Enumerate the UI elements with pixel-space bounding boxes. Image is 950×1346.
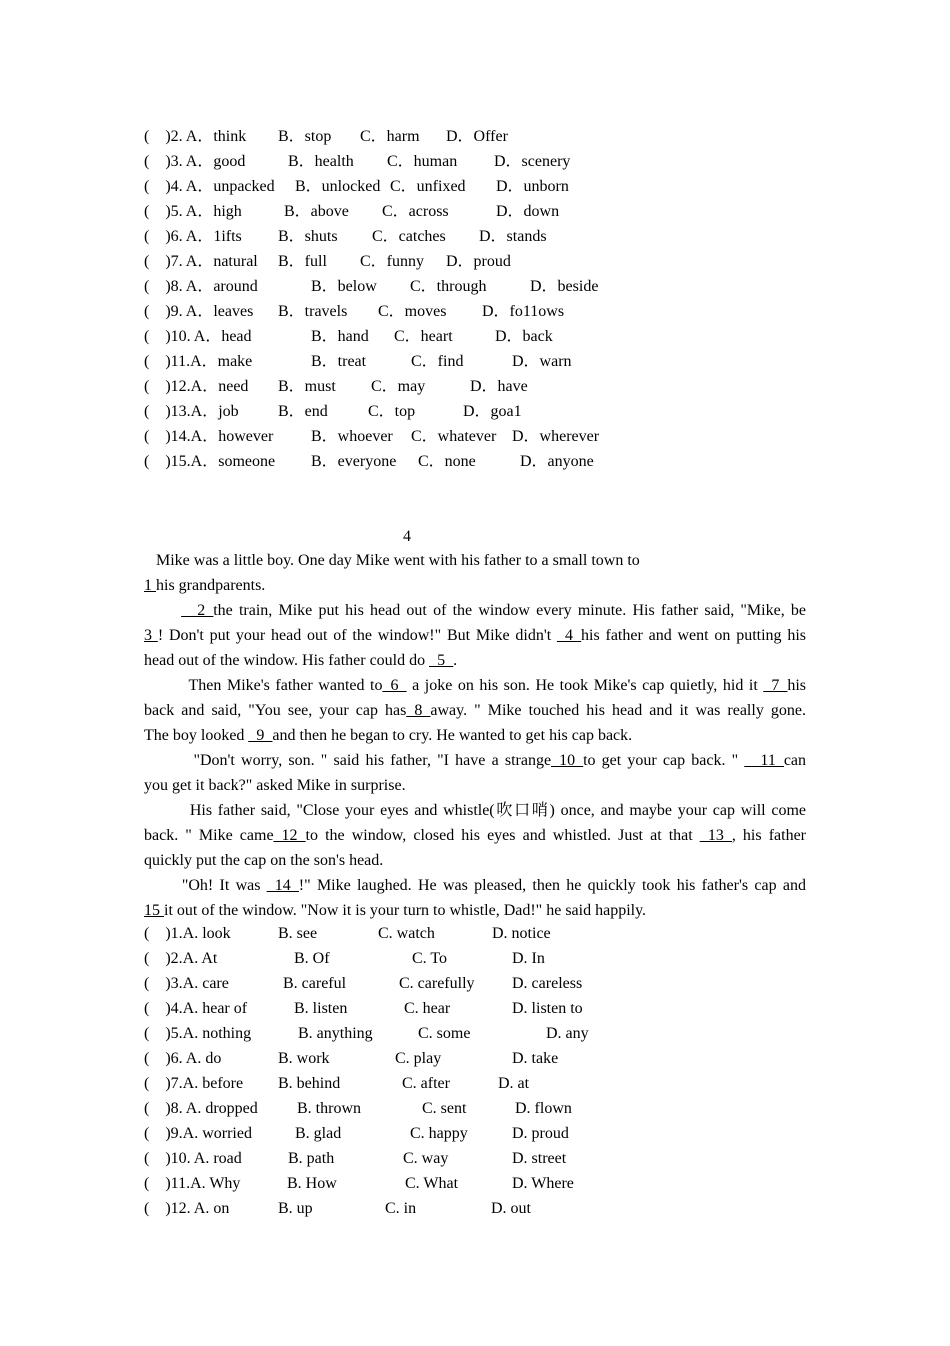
- question-option-b: B．end: [278, 403, 328, 420]
- blank-7: _7_: [763, 677, 788, 694]
- question-option-b: B．whoever: [311, 428, 393, 445]
- question-row: [144, 1096, 572, 1121]
- passage-line: Mike was a little boy. One day Mike went with his father to a small town to: [156, 552, 640, 569]
- question-option-b: B．above: [284, 203, 349, 220]
- passage-line: 1 his grandparents.: [144, 577, 266, 594]
- question-option-c: C．top: [368, 403, 416, 420]
- blank-4: _4_: [557, 627, 582, 644]
- question-option-c: C. What: [405, 1175, 459, 1192]
- question-row: [144, 299, 565, 324]
- blank-2: __2_: [181, 602, 214, 619]
- question-option-d: D. Where: [512, 1175, 574, 1192]
- question-option-c: C. way: [403, 1150, 449, 1167]
- question-row: [144, 249, 511, 274]
- blank-1: 1: [144, 577, 156, 594]
- question-row: [144, 946, 545, 971]
- question-option-b: B．unlocked: [295, 178, 381, 195]
- question-option-d: D. out: [491, 1200, 531, 1217]
- question-option-a: ( )10. A．head: [144, 328, 252, 345]
- question-option-d: D．stands: [479, 228, 547, 245]
- question-row: [144, 374, 528, 399]
- question-option-a: ( )9. A．leaves: [144, 303, 254, 320]
- question-option-d: D. listen to: [512, 1000, 583, 1017]
- blank-8: _8_: [406, 702, 431, 719]
- question-option-a: ( )4.A. hear of: [144, 1000, 248, 1017]
- passage-line: head out of the window. His father could do _5_.: [144, 652, 458, 669]
- question-row: [144, 349, 572, 374]
- blank-15: 15: [144, 902, 164, 919]
- question-option-a: ( )8. A. dropped: [144, 1100, 258, 1117]
- section-number: 4: [403, 528, 411, 545]
- question-option-b: B．treat: [311, 353, 367, 370]
- question-option-a: ( )12. A. on: [144, 1200, 230, 1217]
- question-row: [144, 1121, 569, 1146]
- question-option-a: ( )6. A．1ifts: [144, 228, 242, 245]
- question-option-a: ( )6. A. do: [144, 1050, 222, 1067]
- question-option-c: C. after: [402, 1075, 450, 1092]
- question-option-c: C. sent: [422, 1100, 467, 1117]
- question-option-b: B．everyone: [311, 453, 397, 470]
- question-option-d: D．back: [495, 328, 553, 345]
- question-option-b: B. careful: [283, 975, 347, 992]
- passage-line: quickly put the cap on the son's head.: [144, 852, 384, 869]
- passage-line: Then Mike's father wanted to_6_ a joke on his son. He took Mike's cap quietly, hid it _7_his: [188, 677, 807, 694]
- question-option-d: D．anyone: [520, 453, 594, 470]
- question-option-c: C．human: [387, 153, 458, 170]
- passage-line: you get it back?" asked Mike in surprise.: [144, 777, 406, 794]
- question-row: [144, 1071, 530, 1096]
- question-option-d: D．down: [496, 203, 560, 220]
- question-row: [144, 1146, 567, 1171]
- question-row: [144, 449, 594, 474]
- question-option-a: ( )8. A．around: [144, 278, 258, 295]
- question-option-b: B．hand: [311, 328, 369, 345]
- question-option-c: C. To: [412, 950, 448, 967]
- question-row: [144, 1021, 589, 1046]
- question-row: [144, 1171, 574, 1196]
- question-option-b: B．must: [278, 378, 336, 395]
- question-option-a: ( )11.A. Why: [144, 1175, 241, 1192]
- question-row: [144, 224, 547, 249]
- question-option-c: C. in: [385, 1200, 417, 1217]
- question-option-a: ( )5.A. nothing: [144, 1025, 252, 1042]
- question-option-c: C. hear: [404, 1000, 451, 1017]
- question-option-c: C. some: [418, 1025, 471, 1042]
- passage: [144, 548, 806, 923]
- question-option-a: ( )4. A．unpacked: [144, 178, 275, 195]
- question-option-d: D．wherever: [512, 428, 600, 445]
- question-option-a: ( )10. A. road: [144, 1150, 242, 1167]
- question-option-d: D. any: [546, 1025, 589, 1042]
- question-option-a: ( )7.A. before: [144, 1075, 244, 1092]
- question-option-d: D．proud: [446, 253, 511, 270]
- question-option-c: C．moves: [378, 303, 447, 320]
- question-option-c: C．across: [382, 203, 449, 220]
- question-option-c: C．through: [410, 278, 487, 295]
- passage-line: 3 ! Don't put your head out of the window!" But Mike didn't _4_his father and went on putting his: [144, 627, 807, 644]
- question-option-c: C．find: [411, 353, 464, 370]
- question-option-b: B．travels: [278, 303, 348, 320]
- blank-14: _14_: [266, 877, 299, 894]
- blank-11: __11_: [744, 752, 784, 769]
- question-option-a: ( )15.A．someone: [144, 453, 276, 470]
- question-option-a: ( )3. A．good: [144, 153, 246, 170]
- question-row: [144, 424, 600, 449]
- question-option-c: C. watch: [378, 925, 435, 942]
- question-option-c: C．catches: [372, 228, 446, 245]
- question-row: [144, 124, 508, 149]
- question-option-d: D. at: [498, 1075, 530, 1092]
- question-option-d: D．fo11ows: [482, 303, 565, 320]
- question-option-a: ( )7. A．natural: [144, 253, 258, 270]
- question-option-d: D. In: [512, 950, 545, 967]
- question-option-d: D．scenery: [494, 153, 571, 170]
- question-option-b: B. thrown: [297, 1100, 361, 1117]
- question-row: [144, 174, 569, 199]
- question-row: [144, 1046, 559, 1071]
- blank-12: _12_: [273, 827, 306, 844]
- passage-line: The boy looked _9_and then he began to cry. He wanted to get his cap back.: [144, 727, 633, 744]
- question-option-b: B．below: [311, 278, 377, 295]
- question-option-c: C．harm: [360, 128, 420, 145]
- question-option-a: ( )11.A．make: [144, 353, 253, 370]
- passage-line: "Don't worry, son. " said his father, "I have a strange_10_to get your cap back. " __11_can: [193, 752, 807, 769]
- question-option-a: ( )14.A．however: [144, 428, 274, 445]
- question-option-a: ( )1.A. look: [144, 925, 231, 942]
- question-option-a: ( )13.A．job: [144, 403, 239, 420]
- question-row: [144, 199, 560, 224]
- blank-5: _5_: [429, 652, 454, 669]
- question-option-d: D. take: [512, 1050, 559, 1067]
- question-row: [144, 971, 583, 996]
- question-row: [144, 996, 583, 1021]
- question-option-b: B．health: [288, 153, 354, 170]
- question-row: [144, 399, 522, 424]
- question-row: [144, 1196, 531, 1221]
- question-option-b: B. see: [278, 925, 318, 942]
- question-option-d: D. careless: [512, 975, 583, 992]
- question-option-c: C．funny: [360, 253, 425, 270]
- question-option-d: D．Offer: [446, 128, 508, 145]
- question-option-b: B. listen: [294, 1000, 348, 1017]
- blank-13: _13_: [699, 827, 732, 844]
- question-option-b: B. up: [278, 1200, 313, 1217]
- question-row: [144, 274, 599, 299]
- question-option-c: C．none: [418, 453, 476, 470]
- question-option-b: B. Of: [294, 950, 330, 967]
- question-option-b: B. path: [288, 1150, 335, 1167]
- question-option-d: D．warn: [512, 353, 572, 370]
- question-row: [144, 149, 571, 174]
- passage-line: His father said, "Close your eyes and whistle(吹口哨) once, and maybe your cap will come: [189, 802, 807, 819]
- question-option-d: D. street: [512, 1150, 567, 1167]
- question-option-a: ( )12.A．need: [144, 378, 249, 395]
- question-option-d: D. notice: [492, 925, 551, 942]
- question-option-d: D．goa1: [463, 403, 522, 420]
- question-option-d: D．beside: [530, 278, 599, 295]
- question-option-a: ( )3.A. care: [144, 975, 229, 992]
- question-option-b: B. anything: [298, 1025, 373, 1042]
- question-option-d: D．unborn: [496, 178, 569, 195]
- question-option-c: C．may: [371, 378, 426, 395]
- question-option-b: B．full: [278, 253, 327, 270]
- question-row: [144, 921, 551, 946]
- question-option-c: C．heart: [394, 328, 453, 345]
- question-option-c: C．unfixed: [390, 178, 466, 195]
- passage-line: 15 it out of the window. "Now it is your turn to whistle, Dad!" he said happily.: [144, 902, 647, 919]
- question-option-c: C．whatever: [411, 428, 497, 445]
- passage-line: "Oh! It was _14_!" Mike laughed. He was pleased, then he quickly took his father's cap and: [181, 877, 806, 894]
- question-option-c: C. play: [395, 1050, 442, 1067]
- passage-line: back. " Mike came_12_to the window, closed his eyes and whistled. Just at that _13_, his father: [144, 827, 806, 844]
- blank-6: _6_: [382, 677, 407, 694]
- blank-10: _10_: [551, 752, 584, 769]
- question-option-b: B. work: [278, 1050, 330, 1067]
- question-option-d: D．have: [470, 378, 528, 395]
- question-option-b: B. behind: [278, 1075, 341, 1092]
- question-option-b: B．shuts: [278, 228, 338, 245]
- question-option-a: ( )5. A．high: [144, 203, 242, 220]
- question-option-a: ( )9.A. worried: [144, 1125, 252, 1142]
- question-option-d: D. proud: [512, 1125, 569, 1142]
- blank-9: _9_: [248, 727, 273, 744]
- question-option-c: C. carefully: [399, 975, 475, 992]
- passage-line: back and said, "You see, your cap has_8_away. " Mike touched his head and it was really gone.: [144, 702, 806, 719]
- question-option-a: ( )2. A．think: [144, 128, 247, 145]
- question-option-b: B. glad: [295, 1125, 342, 1142]
- question-row: [144, 324, 553, 349]
- blank-3: 3: [144, 627, 158, 644]
- question-option-b: B．stop: [278, 128, 332, 145]
- question-option-a: ( )2.A. At: [144, 950, 218, 967]
- question-option-b: B. How: [287, 1175, 337, 1192]
- question-option-d: D. flown: [515, 1100, 572, 1117]
- passage-line: __2_the train, Mike put his head out of the window every minute. His father said, "Mike, be: [181, 602, 807, 619]
- question-option-c: C. happy: [410, 1125, 468, 1142]
